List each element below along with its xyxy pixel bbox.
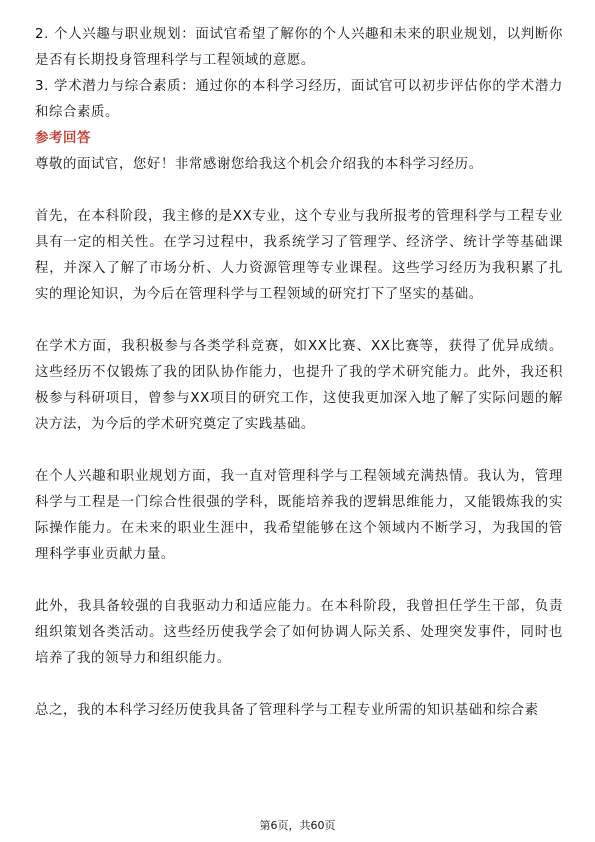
- paragraph-interest: 在个人兴趣和职业规划方面，我一直对管理科学与工程领域充满热情。我认为，管理科学与工程是一门综合性很强的学科，既能培养我的逻辑思维能力，又能锻炼我的实际操作能力。在未来的职业生涯中，我希望能够在这个领域内不断学习，为我国的管理科学事业贡献力量。: [35, 469, 563, 562]
- paragraph-gap: [35, 178, 563, 204]
- page-footer: 第6页，共60页: [259, 819, 336, 832]
- reference-heading: 参考回答: [35, 131, 91, 146]
- paragraph-summary: 总之，我的本科学习经历使我具备了管理科学与工程专业所需的知识基础和综合素: [35, 703, 539, 718]
- paragraph-gap: [35, 438, 563, 464]
- list-item-3: 3. 学术潜力与综合素质：通过你的本科学习经历，面试官可以初步评估你的学术潜力和综合素质。: [35, 79, 563, 120]
- paragraph-gap: [35, 672, 563, 698]
- paragraph-abilities: 此外，我具备较强的自我驱动力和适应能力。在本科阶段，我曾担任学生干部，负责组织策划各类活动。这些经历使我学会了如何协调人际关系、处理突发事件，同时也培养了我的领导力和组织能力。: [35, 599, 563, 666]
- paragraph-gap: [35, 308, 563, 334]
- paragraph-greeting: 尊敬的面试官，您好！非常感谢您给我这个机会介绍我的本科学习经历。: [35, 157, 483, 172]
- paragraph-major: 首先，在本科阶段，我主修的是XX专业，这个专业与我所报考的管理科学与工程专业具有一定的相关性。在学习过程中，我系统学习了管理学、经济学、统计学等基础课程，并深入了解了市场分析、人力资源管理等专业课程。这些学习经历为我积累了扎实的理论知识，为今后在管理科学与工程领域的研究打下了坚实的基础。: [35, 209, 563, 302]
- page-content: [35, 22, 563, 724]
- list-item-2: 2. 个人兴趣与职业规划：面试官希望了解你的个人兴趣和未来的职业规划，以判断你是否有长期投身管理科学与工程领域的意愿。: [35, 27, 563, 68]
- paragraph-academic: 在学术方面，我积极参与各类学科竞赛，如XX比赛、XX比赛等，获得了优异成绩。这些经历不仅锻炼了我的团队协作能力，也提升了我的学术研究能力。此外，我还积极参与科研项目，曾参与XX项目的研究工作，这使我更加深入地了解了实际问题的解决方法，为今后的学术研究奠定了实践基础。: [35, 339, 563, 432]
- paragraph-gap: [35, 568, 563, 594]
